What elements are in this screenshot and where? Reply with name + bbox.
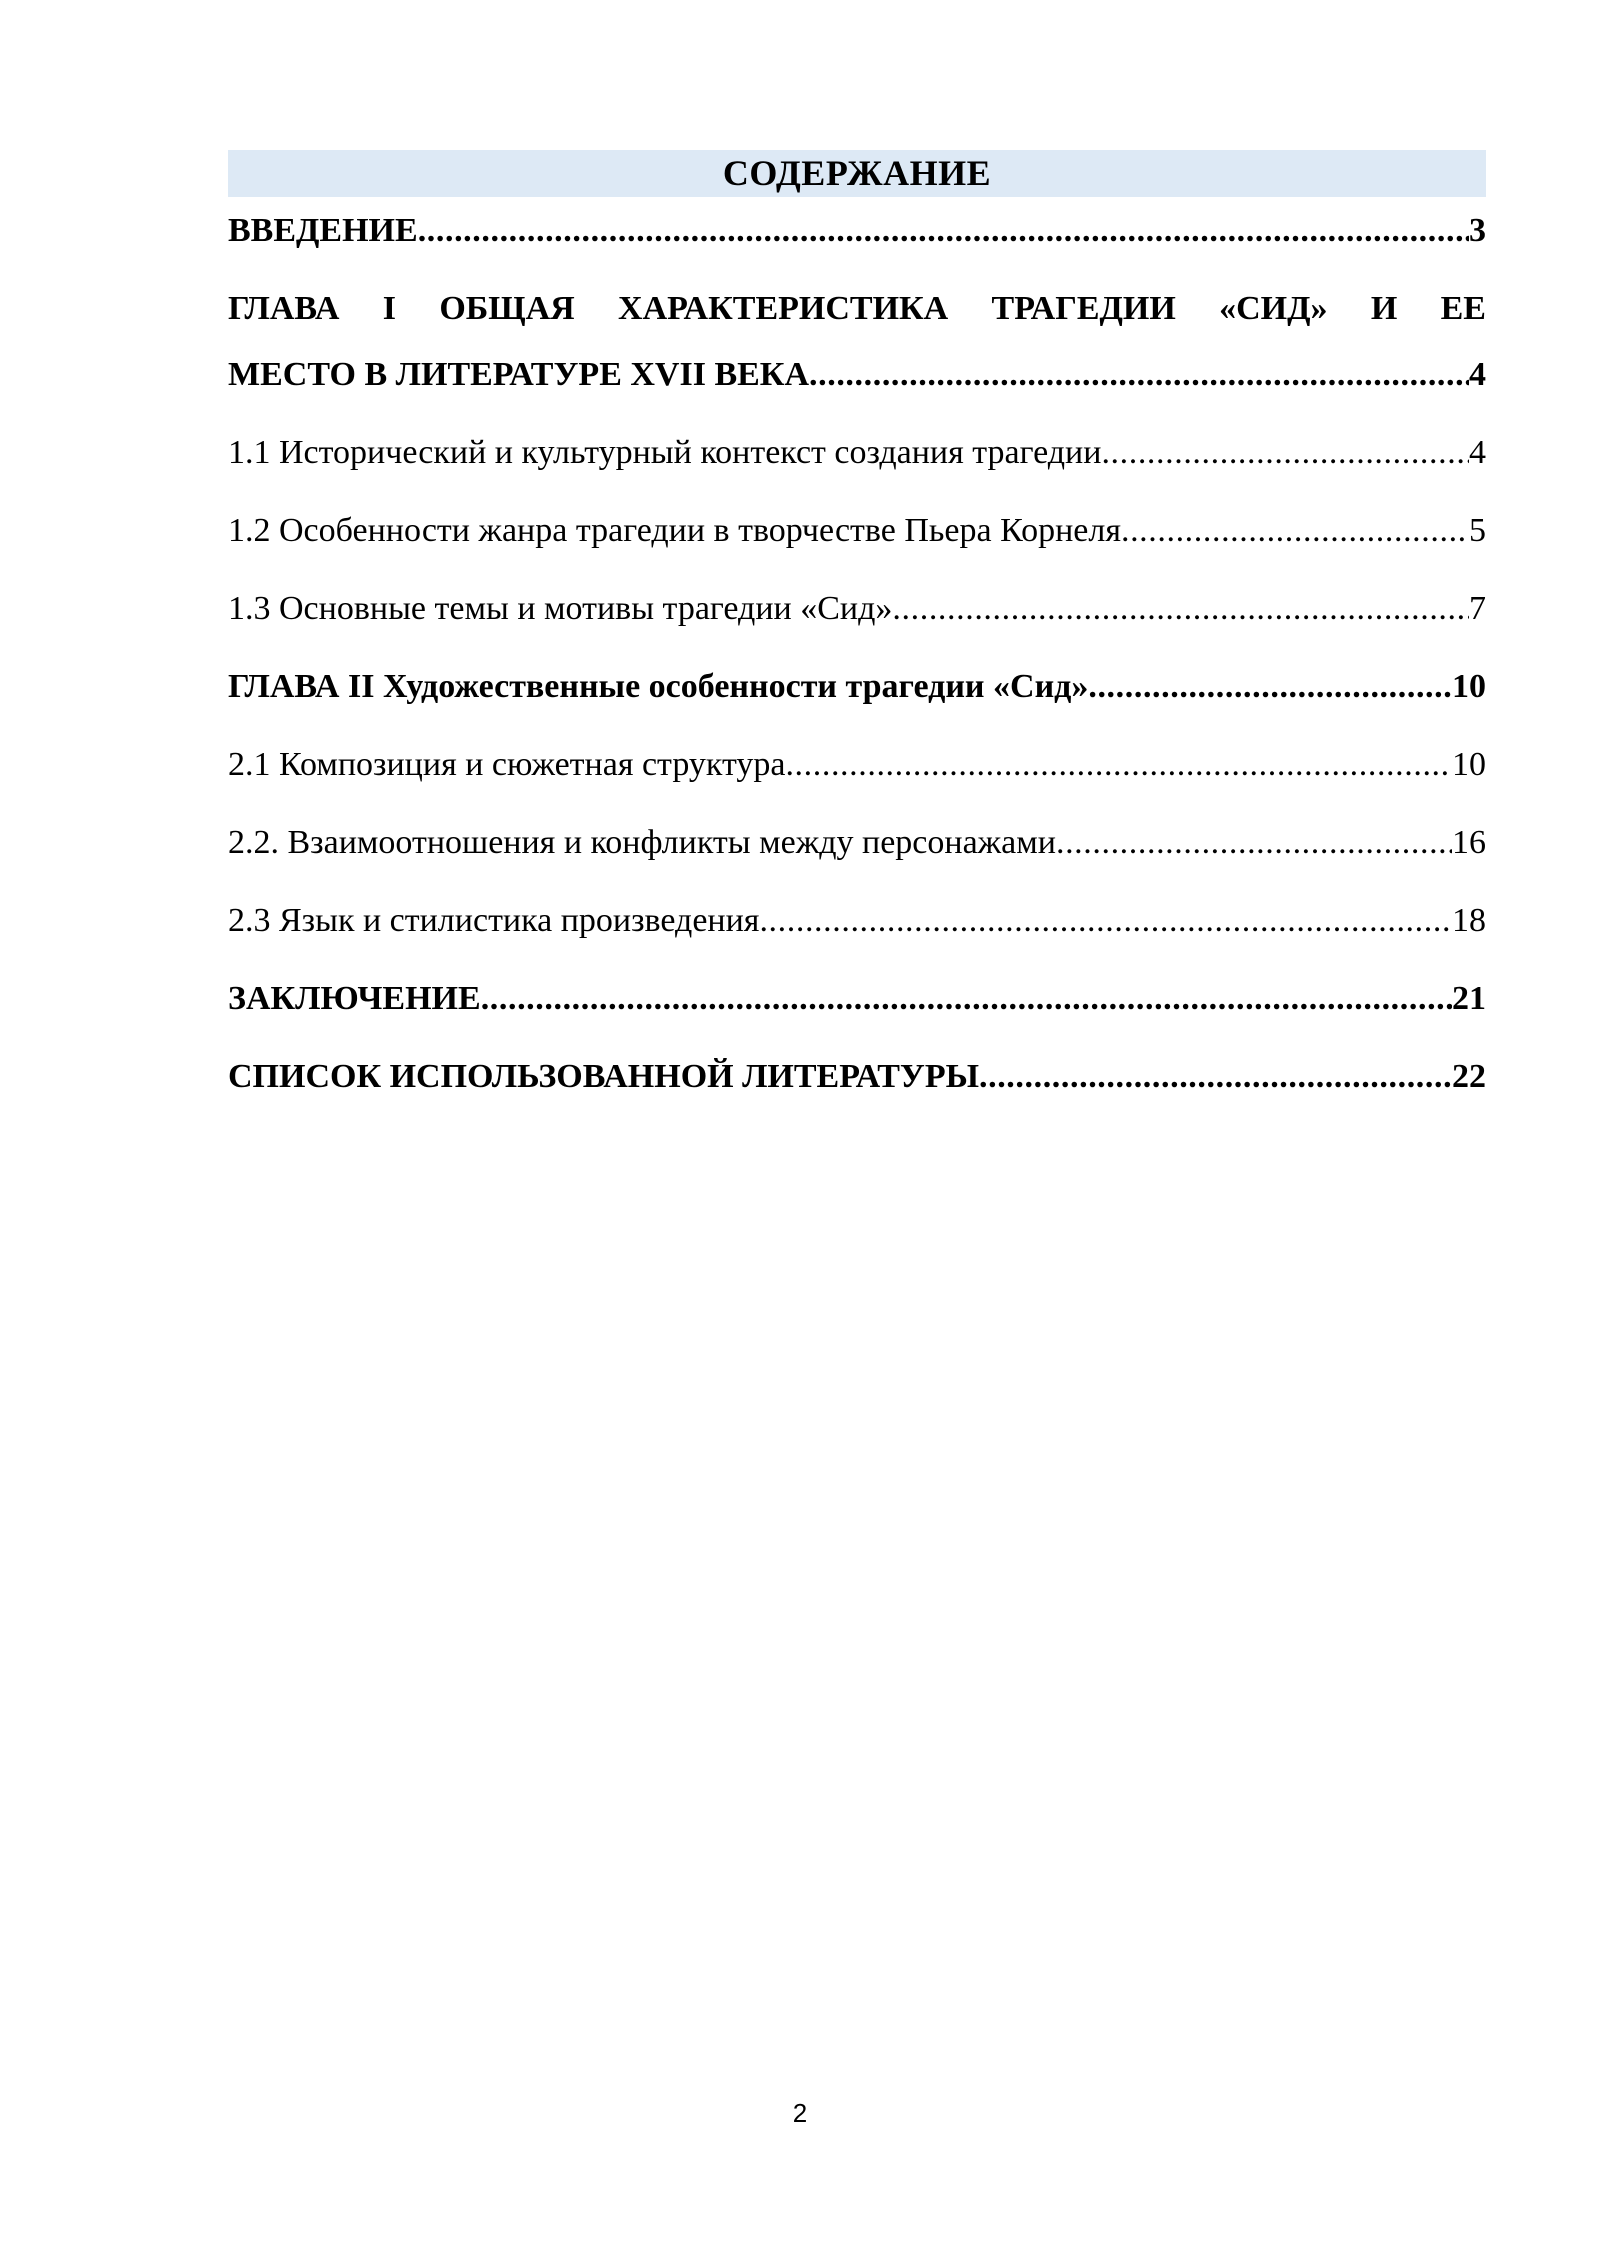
toc-word: ОБЩАЯ xyxy=(439,290,575,327)
dot-leader xyxy=(1056,823,1452,863)
toc-entry-label: 2.2. Взаимоотношения и конфликты между персонажами xyxy=(228,824,1056,861)
dot-leader xyxy=(481,979,1452,1019)
toc-entry-page: 10 xyxy=(1452,746,1486,783)
toc-entry-page: 18 xyxy=(1452,902,1486,939)
toc-entry-conclusion[interactable] xyxy=(228,979,1486,1019)
toc-entry-section-2-2[interactable] xyxy=(228,823,1486,863)
toc-entry-page: 22 xyxy=(1452,1058,1486,1095)
toc-entry-page: 3 xyxy=(1469,212,1486,249)
toc-entry-label: МЕСТО В ЛИТЕРАТУРЕ XVII ВЕКА xyxy=(228,356,810,393)
toc-entry-page: 10 xyxy=(1452,668,1486,705)
toc-entry-label: СПИСОК ИСПОЛЬЗОВАННОЙ ЛИТЕРАТУРЫ xyxy=(228,1058,979,1095)
toc-entry-page: 21 xyxy=(1452,980,1486,1017)
toc-entry-page: 4 xyxy=(1469,434,1486,471)
toc-word: ХАРАКТЕРИСТИКА xyxy=(618,290,949,327)
toc-entry-chapter-2[interactable] xyxy=(228,667,1486,707)
toc-word: «СИД» xyxy=(1219,290,1328,327)
toc-word: И xyxy=(1370,290,1398,327)
toc-entry-page: 4 xyxy=(1469,356,1486,393)
toc-entry-section-1-3[interactable] xyxy=(228,589,1486,629)
toc-entry-label: 1.3 Основные темы и мотивы трагедии «Сид» xyxy=(228,590,893,627)
toc-entry-page: 5 xyxy=(1469,512,1486,549)
toc-title: СОДЕРЖАНИЕ xyxy=(228,150,1486,197)
toc-entry-section-1-2[interactable] xyxy=(228,511,1486,551)
toc-entry-section-2-1[interactable] xyxy=(228,745,1486,785)
toc-word: I xyxy=(382,290,397,327)
dot-leader xyxy=(892,589,1469,629)
toc-entry-page: 7 xyxy=(1469,590,1486,627)
toc-entry-label: 1.2 Особенности жанра трагедии в творчестве Пьера Корнеля xyxy=(228,512,1121,549)
toc-entry-label-line-1 xyxy=(228,289,1486,329)
toc-entry-references[interactable] xyxy=(228,1057,1486,1097)
dot-leader xyxy=(785,745,1452,785)
dot-leader xyxy=(759,901,1452,941)
page-number: 2 xyxy=(792,2098,808,2128)
toc-entry-label: ВВЕДЕНИЕ xyxy=(228,212,418,249)
dot-leader xyxy=(1101,433,1469,473)
toc-entry-label-line-2 xyxy=(228,355,1486,395)
toc-entry-page: 16 xyxy=(1452,824,1486,861)
toc-entry-section-2-3[interactable] xyxy=(228,901,1486,941)
toc-entry-label: ГЛАВА II Художественные особенности трагедии «Сид» xyxy=(228,668,1089,705)
table-of-contents xyxy=(228,150,1486,1097)
dot-leader xyxy=(1088,667,1452,707)
toc-entry-label: 1.1 Исторический и культурный контекст создания трагедии xyxy=(228,434,1102,471)
dot-leader xyxy=(809,355,1469,395)
toc-entry-introduction[interactable] xyxy=(228,211,1486,251)
toc-entry-chapter-1[interactable] xyxy=(228,289,1486,395)
toc-entry-label: 2.1 Композиция и сюжетная структура xyxy=(228,746,786,783)
dot-leader xyxy=(979,1057,1452,1097)
dot-leader xyxy=(1121,511,1469,551)
toc-entry-label: ЗАКЛЮЧЕНИЕ xyxy=(228,980,481,1017)
toc-word: ТРАГЕДИИ xyxy=(991,290,1176,327)
toc-entry-label: 2.3 Язык и стилистика произведения xyxy=(228,902,760,939)
toc-word: ГЛАВА xyxy=(228,290,340,327)
dot-leader xyxy=(418,211,1469,251)
toc-word: ЕЕ xyxy=(1440,290,1486,327)
toc-entry-section-1-1[interactable] xyxy=(228,433,1486,473)
